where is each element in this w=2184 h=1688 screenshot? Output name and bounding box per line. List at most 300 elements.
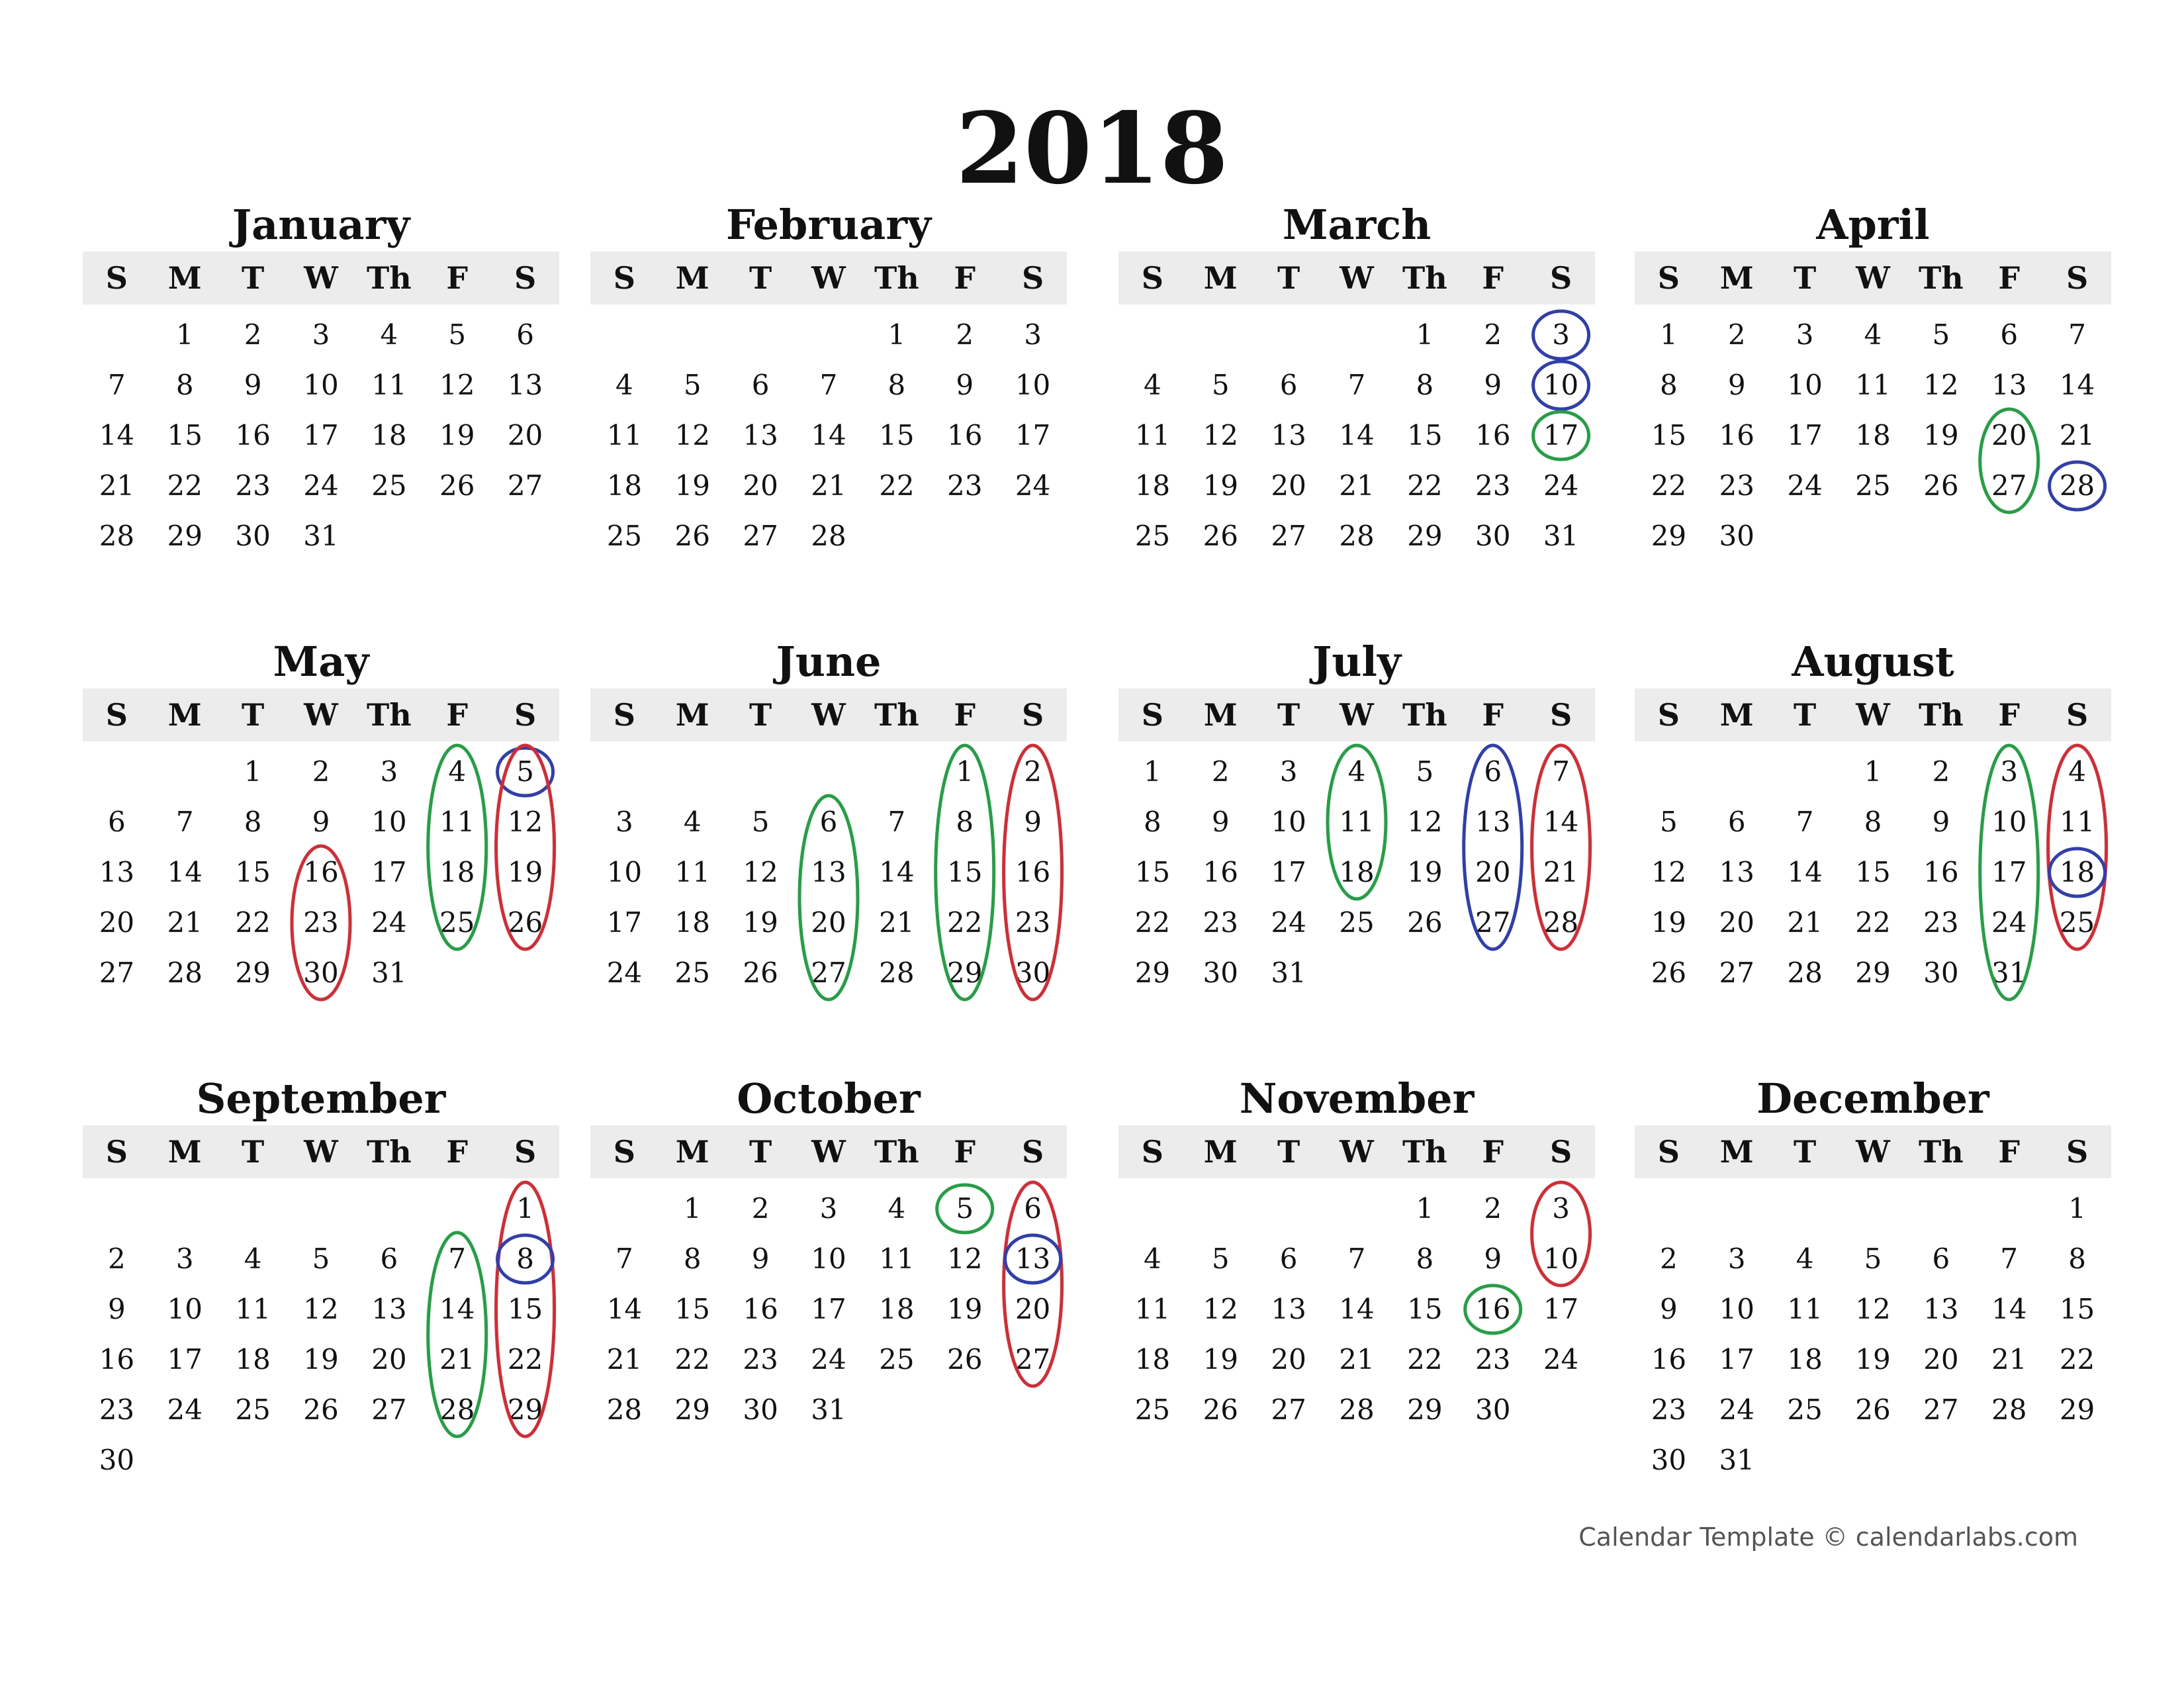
day-cell: 20 bbox=[1271, 469, 1306, 502]
day-cell: 5 bbox=[956, 1192, 974, 1225]
day-cell: 30 bbox=[1923, 957, 1959, 989]
day-cell: 2 bbox=[1024, 755, 1042, 788]
day-cell: 8 bbox=[683, 1243, 702, 1275]
day-cell: 1 bbox=[1416, 1192, 1434, 1225]
day-cell: 16 bbox=[235, 419, 271, 451]
day-cell: 5 bbox=[448, 318, 467, 351]
day-cell: 9 bbox=[1484, 1243, 1502, 1275]
day-cell: 16 bbox=[303, 856, 339, 888]
day-cell: 17 bbox=[303, 419, 339, 451]
day-cell: 12 bbox=[743, 856, 778, 888]
day-cell: 11 bbox=[439, 806, 475, 838]
day-cell: 15 bbox=[1407, 1293, 1443, 1325]
weekday-header bbox=[590, 688, 1067, 741]
day-cell: 22 bbox=[1134, 906, 1171, 939]
day-cell: 21 bbox=[1787, 906, 1823, 939]
day-cell: 26 bbox=[674, 520, 710, 552]
day-cell: 2 bbox=[244, 318, 262, 351]
day-cell: 12 bbox=[1855, 1293, 1891, 1325]
day-cell: 8 bbox=[244, 806, 262, 838]
day-cell: 24 bbox=[1991, 906, 2027, 939]
weekday-label: S bbox=[2066, 1134, 2089, 1170]
day-cell: 19 bbox=[1407, 856, 1443, 888]
day-cell: 18 bbox=[439, 856, 475, 888]
day-cell: 10 bbox=[1015, 369, 1051, 401]
day-cell: 26 bbox=[1855, 1393, 1891, 1426]
day-cell: 19 bbox=[743, 906, 778, 939]
day-cell: 1 bbox=[683, 1192, 702, 1225]
day-cell: 21 bbox=[1991, 1343, 2027, 1376]
day-cell: 13 bbox=[1271, 1293, 1306, 1325]
day-cell: 27 bbox=[743, 520, 778, 552]
day-cell: 4 bbox=[244, 1243, 262, 1275]
day-cell: 10 bbox=[1543, 369, 1579, 401]
day-cell: 12 bbox=[1923, 369, 1959, 401]
day-cell: 11 bbox=[1855, 369, 1891, 401]
month-october bbox=[590, 1072, 1067, 1485]
day-cell: 23 bbox=[99, 1393, 135, 1426]
day-cell: 9 bbox=[1484, 369, 1502, 401]
day-cell: 6 bbox=[1024, 1192, 1042, 1225]
day-cell: 26 bbox=[743, 957, 778, 989]
month-name: August bbox=[1792, 637, 1954, 686]
day-cell: 30 bbox=[235, 520, 271, 552]
day-cell: 3 bbox=[1796, 318, 1814, 351]
day-cell: 27 bbox=[1271, 520, 1306, 552]
day-cell: 31 bbox=[1271, 957, 1306, 989]
day-cell: 30 bbox=[1475, 520, 1511, 552]
day-cell: 11 bbox=[2059, 806, 2095, 838]
day-cell: 4 bbox=[2068, 755, 2086, 788]
day-cell: 1 bbox=[1864, 755, 1882, 788]
day-cell: 12 bbox=[303, 1293, 339, 1325]
day-cell: 21 bbox=[1339, 469, 1375, 502]
day-cell: 6 bbox=[2000, 318, 2019, 351]
day-cell: 24 bbox=[1271, 906, 1306, 939]
day-cell: 24 bbox=[1787, 469, 1823, 502]
day-cell: 5 bbox=[1660, 806, 1678, 838]
day-cell: 25 bbox=[879, 1343, 915, 1376]
day-cell: 10 bbox=[811, 1243, 846, 1275]
weekday-label: S bbox=[105, 260, 128, 296]
day-cell: 5 bbox=[1864, 1243, 1882, 1275]
day-cell: 25 bbox=[1339, 906, 1375, 939]
day-cell: 23 bbox=[1651, 1393, 1687, 1426]
day-cell: 9 bbox=[244, 369, 262, 401]
day-cell: 30 bbox=[1203, 957, 1238, 989]
day-cell: 10 bbox=[1991, 806, 2027, 838]
day-cell: 10 bbox=[1543, 1243, 1579, 1275]
weekday-label: F bbox=[1482, 1134, 1504, 1170]
month-november bbox=[1118, 1072, 1595, 1485]
weekday-label: M bbox=[1203, 697, 1238, 733]
weekday-label: S bbox=[2066, 697, 2089, 733]
day-cell: 25 bbox=[1855, 469, 1891, 502]
day-cell: 14 bbox=[439, 1293, 475, 1325]
day-cell: 6 bbox=[108, 806, 126, 838]
day-cell: 27 bbox=[1271, 1393, 1306, 1426]
day-cell: 22 bbox=[1855, 906, 1891, 939]
day-cell: 25 bbox=[2059, 906, 2095, 939]
day-cell: 30 bbox=[1719, 520, 1754, 552]
day-cell: 11 bbox=[1134, 419, 1171, 451]
weekday-label: W bbox=[304, 1134, 338, 1170]
day-cell: 1 bbox=[1144, 755, 1161, 788]
day-cell: 14 bbox=[1991, 1293, 2027, 1325]
day-cell: 30 bbox=[1015, 957, 1051, 989]
day-cell: 20 bbox=[1719, 906, 1754, 939]
weekday-label: F bbox=[1482, 260, 1504, 296]
day-cell: 9 bbox=[751, 1243, 770, 1275]
day-cell: 29 bbox=[167, 520, 203, 552]
month-name: September bbox=[196, 1074, 446, 1123]
day-cell: 5 bbox=[751, 806, 770, 838]
day-cell: 21 bbox=[606, 1343, 643, 1376]
month-december bbox=[1635, 1072, 2111, 1485]
day-cell: 11 bbox=[371, 369, 407, 401]
day-cell: 14 bbox=[167, 856, 203, 888]
day-cell: 21 bbox=[811, 469, 846, 502]
day-cell: 15 bbox=[507, 1293, 543, 1325]
day-cell: 6 bbox=[1279, 369, 1298, 401]
month-name: April bbox=[1816, 201, 1930, 249]
day-cell: 4 bbox=[1796, 1243, 1814, 1275]
day-cell: 6 bbox=[1932, 1243, 1950, 1275]
weekday-header bbox=[1118, 252, 1595, 305]
day-cell: 11 bbox=[235, 1293, 271, 1325]
day-cell: 4 bbox=[1144, 369, 1161, 401]
day-cell: 20 bbox=[99, 906, 135, 939]
day-cell: 22 bbox=[1651, 469, 1687, 502]
day-cell: 24 bbox=[1543, 1343, 1579, 1376]
day-cell: 17 bbox=[1787, 419, 1823, 451]
month-april bbox=[1635, 199, 2111, 612]
day-cell: 19 bbox=[674, 469, 710, 502]
day-cell: 17 bbox=[1271, 856, 1306, 888]
day-cell: 8 bbox=[516, 1243, 534, 1275]
day-cell: 8 bbox=[887, 369, 906, 401]
weekday-label: T bbox=[1794, 1134, 1817, 1170]
day-cell: 27 bbox=[371, 1393, 407, 1426]
weekday-label: F bbox=[1482, 697, 1504, 733]
day-cell: 30 bbox=[99, 1444, 135, 1476]
day-cell: 1 bbox=[244, 755, 262, 788]
weekday-label: W bbox=[1856, 697, 1890, 733]
day-cell: 11 bbox=[1134, 1293, 1171, 1325]
day-cell: 2 bbox=[1484, 1192, 1502, 1225]
day-cell: 17 bbox=[1719, 1343, 1754, 1376]
day-cell: 12 bbox=[1203, 1293, 1238, 1325]
day-cell: 4 bbox=[615, 369, 633, 401]
day-cell: 1 bbox=[516, 1192, 534, 1225]
weekday-label: S bbox=[1021, 260, 1044, 296]
day-cell: 12 bbox=[439, 369, 475, 401]
day-cell: 9 bbox=[1727, 369, 1746, 401]
weekday-label: T bbox=[1794, 260, 1817, 296]
day-cell: 22 bbox=[674, 1343, 710, 1376]
weekday-label: Th bbox=[874, 1134, 919, 1170]
day-cell: 7 bbox=[819, 369, 838, 401]
day-cell: 27 bbox=[1923, 1393, 1959, 1426]
day-cell: 9 bbox=[1932, 806, 1950, 838]
day-cell: 21 bbox=[879, 906, 915, 939]
day-cell: 3 bbox=[1279, 755, 1298, 788]
month-name: November bbox=[1239, 1074, 1475, 1123]
day-cell: 31 bbox=[1719, 1444, 1754, 1476]
day-cell: 2 bbox=[312, 755, 330, 788]
day-cell: 13 bbox=[1015, 1243, 1051, 1275]
day-cell: 30 bbox=[303, 957, 339, 989]
day-cell: 9 bbox=[312, 806, 330, 838]
day-cell: 6 bbox=[1727, 806, 1746, 838]
weekday-header bbox=[590, 1125, 1067, 1178]
day-cell: 14 bbox=[99, 419, 135, 451]
day-cell: 27 bbox=[99, 957, 135, 989]
day-cell: 12 bbox=[1203, 419, 1238, 451]
day-cell: 20 bbox=[743, 469, 778, 502]
day-cell: 27 bbox=[507, 469, 543, 502]
day-cell: 18 bbox=[2059, 856, 2095, 888]
weekday-label: Th bbox=[874, 697, 919, 733]
day-cell: 1 bbox=[175, 318, 194, 351]
day-cell: 13 bbox=[1923, 1293, 1959, 1325]
day-cell: 11 bbox=[1787, 1293, 1823, 1325]
weekday-label: Th bbox=[1919, 1134, 1964, 1170]
day-cell: 11 bbox=[606, 419, 643, 451]
day-cell: 23 bbox=[1475, 469, 1511, 502]
month-name: October bbox=[737, 1074, 921, 1123]
day-cell: 3 bbox=[1727, 1243, 1746, 1275]
day-cell: 8 bbox=[1416, 369, 1434, 401]
day-cell: 27 bbox=[1475, 906, 1511, 939]
weekday-header bbox=[1118, 688, 1595, 741]
day-cell: 19 bbox=[439, 419, 475, 451]
weekday-label: W bbox=[304, 260, 338, 296]
weekday-label: S bbox=[514, 697, 537, 733]
weekday-label: Th bbox=[1919, 697, 1964, 733]
day-cell: 24 bbox=[1543, 469, 1579, 502]
day-cell: 8 bbox=[956, 806, 974, 838]
weekday-label: M bbox=[1719, 697, 1754, 733]
month-name: July bbox=[1312, 637, 1401, 686]
day-cell: 29 bbox=[507, 1393, 543, 1426]
day-cell: 28 bbox=[99, 520, 135, 552]
day-cell: 29 bbox=[2059, 1393, 2095, 1426]
day-cell: 16 bbox=[1015, 856, 1051, 888]
day-cell: 7 bbox=[887, 806, 906, 838]
day-cell: 13 bbox=[1991, 369, 2027, 401]
day-cell: 19 bbox=[507, 856, 543, 888]
day-cell: 28 bbox=[2059, 469, 2095, 502]
day-cell: 5 bbox=[1211, 1243, 1230, 1275]
month-name: May bbox=[273, 637, 369, 686]
day-cell: 24 bbox=[167, 1393, 203, 1426]
weekday-label: S bbox=[1141, 697, 1164, 733]
day-cell: 22 bbox=[879, 469, 915, 502]
weekday-label: M bbox=[167, 697, 202, 733]
day-cell: 7 bbox=[1796, 806, 1814, 838]
weekday-label: S bbox=[1657, 697, 1680, 733]
day-cell: 4 bbox=[380, 318, 398, 351]
weekday-label: F bbox=[954, 1134, 976, 1170]
day-cell: 13 bbox=[743, 419, 778, 451]
day-cell: 21 bbox=[2059, 419, 2095, 451]
month-name: March bbox=[1282, 201, 1432, 249]
day-cell: 2 bbox=[1932, 755, 1950, 788]
day-cell: 23 bbox=[1923, 906, 1959, 939]
weekday-label: W bbox=[1340, 697, 1374, 733]
day-cell: 20 bbox=[507, 419, 543, 451]
day-cell: 30 bbox=[1651, 1444, 1687, 1476]
day-cell: 7 bbox=[448, 1243, 467, 1275]
day-cell: 20 bbox=[811, 906, 846, 939]
day-cell: 25 bbox=[371, 469, 407, 502]
day-cell: 16 bbox=[1651, 1343, 1687, 1376]
weekday-label: S bbox=[1657, 260, 1680, 296]
day-cell: 6 bbox=[380, 1243, 398, 1275]
day-cell: 16 bbox=[1203, 856, 1238, 888]
day-cell: 23 bbox=[1719, 469, 1754, 502]
day-cell: 10 bbox=[167, 1293, 203, 1325]
weekday-label: Th bbox=[367, 697, 412, 733]
weekday-header bbox=[83, 252, 559, 305]
weekday-label: T bbox=[1277, 260, 1300, 296]
day-cell: 25 bbox=[674, 957, 710, 989]
day-cell: 22 bbox=[2059, 1343, 2095, 1376]
day-cell: 25 bbox=[1134, 1393, 1171, 1426]
day-cell: 20 bbox=[1271, 1343, 1306, 1376]
day-cell: 23 bbox=[1475, 1343, 1511, 1376]
weekday-label: Th bbox=[874, 260, 919, 296]
day-cell: 23 bbox=[303, 906, 339, 939]
day-cell: 3 bbox=[1552, 318, 1570, 351]
day-cell: 31 bbox=[1543, 520, 1579, 552]
day-cell: 5 bbox=[516, 755, 534, 788]
day-cell: 31 bbox=[371, 957, 407, 989]
day-cell: 7 bbox=[1347, 1243, 1366, 1275]
weekday-label: M bbox=[675, 697, 709, 733]
year-title: 2018 bbox=[956, 91, 1228, 206]
day-cell: 23 bbox=[946, 469, 983, 502]
day-cell: 9 bbox=[1660, 1293, 1678, 1325]
weekday-label: F bbox=[446, 1134, 469, 1170]
day-cell: 25 bbox=[606, 520, 643, 552]
day-cell: 26 bbox=[303, 1393, 339, 1426]
weekday-label: T bbox=[749, 1134, 772, 1170]
month-september bbox=[83, 1072, 559, 1485]
day-cell: 17 bbox=[167, 1343, 203, 1376]
weekday-label: M bbox=[1719, 260, 1754, 296]
weekday-header bbox=[83, 1125, 559, 1178]
day-cell: 5 bbox=[1416, 755, 1434, 788]
day-cell: 10 bbox=[303, 369, 339, 401]
day-cell: 6 bbox=[1484, 755, 1502, 788]
weekday-label: W bbox=[304, 697, 338, 733]
day-cell: 19 bbox=[1203, 469, 1238, 502]
day-cell: 19 bbox=[1651, 906, 1687, 939]
day-cell: 24 bbox=[371, 906, 407, 939]
month-march bbox=[1118, 199, 1595, 612]
day-cell: 11 bbox=[879, 1243, 915, 1275]
month-may bbox=[83, 635, 559, 1049]
weekday-label: F bbox=[1998, 1134, 2021, 1170]
weekday-label: S bbox=[613, 260, 636, 296]
day-cell: 15 bbox=[1651, 419, 1687, 451]
day-cell: 6 bbox=[819, 806, 838, 838]
day-cell: 2 bbox=[1211, 755, 1230, 788]
day-cell: 22 bbox=[507, 1343, 543, 1376]
weekday-label: F bbox=[446, 260, 469, 296]
weekday-label: W bbox=[1340, 260, 1374, 296]
day-cell: 2 bbox=[1727, 318, 1746, 351]
day-cell: 24 bbox=[303, 469, 339, 502]
day-cell: 15 bbox=[1407, 419, 1443, 451]
day-cell: 20 bbox=[1991, 419, 2027, 451]
month-july bbox=[1118, 635, 1595, 1049]
day-cell: 24 bbox=[606, 957, 643, 989]
day-cell: 8 bbox=[1144, 806, 1161, 838]
day-cell: 7 bbox=[2068, 318, 2086, 351]
day-cell: 8 bbox=[1660, 369, 1678, 401]
day-cell: 10 bbox=[1271, 806, 1306, 838]
day-cell: 14 bbox=[606, 1293, 643, 1325]
day-cell: 28 bbox=[1543, 906, 1579, 939]
day-cell: 30 bbox=[1475, 1393, 1511, 1426]
weekday-label: T bbox=[1794, 697, 1817, 733]
day-cell: 21 bbox=[1339, 1343, 1375, 1376]
day-cell: 20 bbox=[1923, 1343, 1959, 1376]
day-cell: 24 bbox=[1719, 1393, 1754, 1426]
day-cell: 3 bbox=[312, 318, 330, 351]
day-cell: 15 bbox=[674, 1293, 710, 1325]
day-cell: 15 bbox=[235, 856, 271, 888]
weekday-label: M bbox=[1719, 1134, 1754, 1170]
day-cell: 12 bbox=[1651, 856, 1687, 888]
day-cell: 16 bbox=[1719, 419, 1754, 451]
weekday-label: S bbox=[105, 697, 128, 733]
day-cell: 14 bbox=[1339, 419, 1375, 451]
weekday-header bbox=[1635, 252, 2111, 305]
weekday-label: W bbox=[1856, 260, 1890, 296]
day-cell: 24 bbox=[1015, 469, 1051, 502]
day-cell: 27 bbox=[1015, 1343, 1051, 1376]
month-february bbox=[590, 199, 1067, 612]
day-cell: 14 bbox=[1787, 856, 1823, 888]
month-august bbox=[1635, 635, 2111, 1049]
day-cell: 18 bbox=[1134, 1343, 1171, 1376]
day-cell: 29 bbox=[1651, 520, 1687, 552]
weekday-label: Th bbox=[1402, 260, 1447, 296]
day-cell: 4 bbox=[1144, 1243, 1161, 1275]
day-cell: 13 bbox=[507, 369, 543, 401]
day-cell: 2 bbox=[1660, 1243, 1678, 1275]
day-cell: 18 bbox=[1134, 469, 1171, 502]
day-cell: 14 bbox=[1339, 1293, 1375, 1325]
month-name: June bbox=[776, 637, 882, 686]
day-cell: 8 bbox=[1416, 1243, 1434, 1275]
weekday-label: M bbox=[167, 1134, 202, 1170]
day-cell: 16 bbox=[1475, 419, 1511, 451]
day-cell: 2 bbox=[751, 1192, 770, 1225]
day-cell: 18 bbox=[1339, 856, 1375, 888]
weekday-label: S bbox=[613, 1134, 636, 1170]
weekday-label: Th bbox=[367, 1134, 412, 1170]
day-cell: 10 bbox=[371, 806, 407, 838]
day-cell: 3 bbox=[2000, 755, 2019, 788]
day-cell: 13 bbox=[811, 856, 846, 888]
day-cell: 26 bbox=[1407, 906, 1443, 939]
weekday-label: S bbox=[514, 1134, 537, 1170]
